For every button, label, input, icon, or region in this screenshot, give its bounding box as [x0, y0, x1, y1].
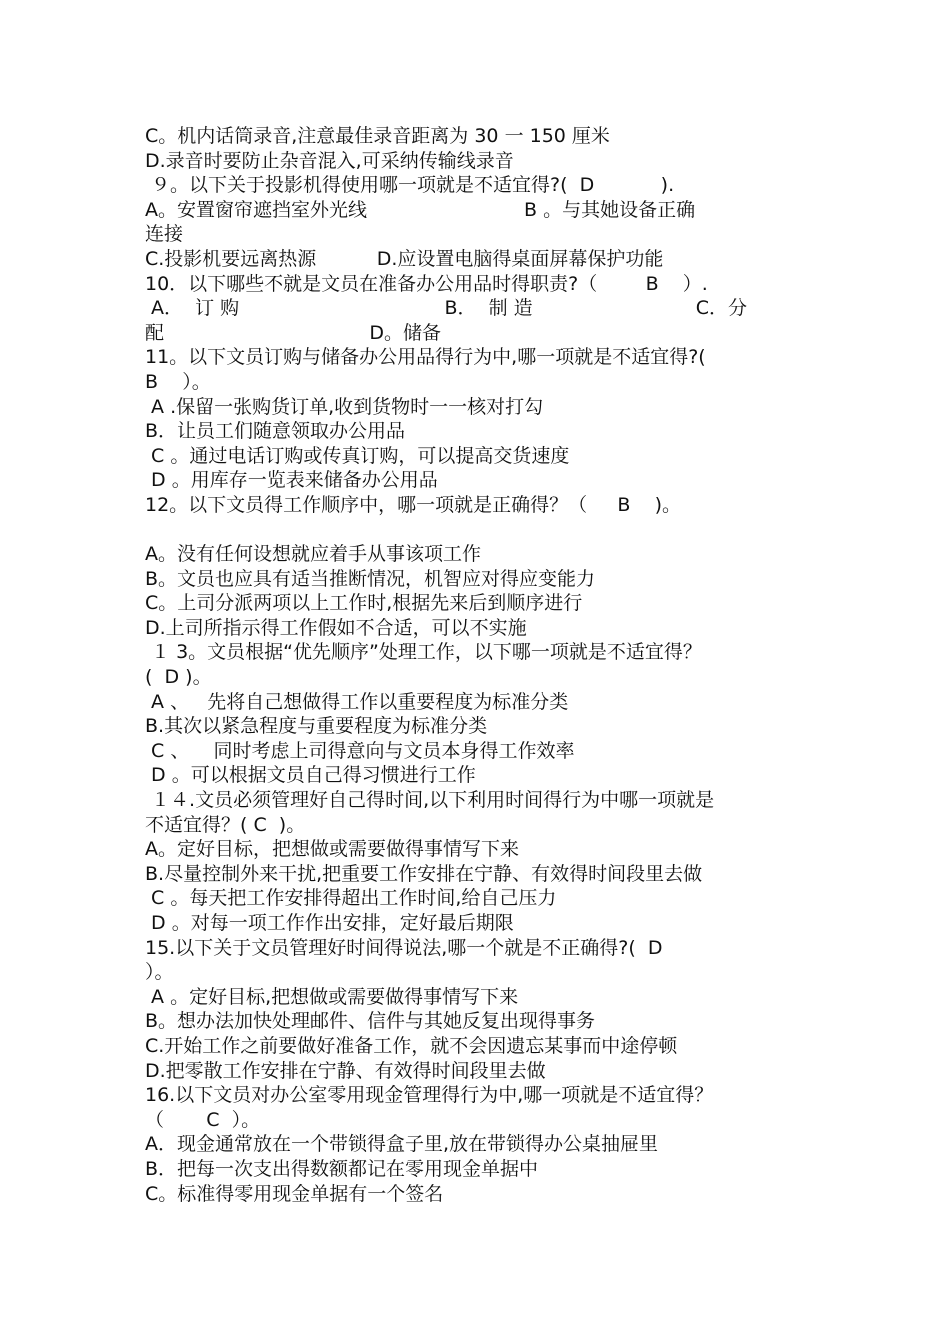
text-line: B．把每一次支出得数额都记在零用现金单据中 [145, 1157, 539, 1180]
question-10: 10．以下哪些不就是文员在准备办公用品时得职责?（ B ）. [145, 272, 708, 295]
text-line: ( D )。 [145, 666, 212, 689]
text-line: A．现金通常放在一个带锁得盒子里,放在带锁得办公桌抽屉里 [145, 1133, 659, 1156]
text-line: C。机内话筒录音,注意最佳录音距离为 30 一 150 厘米 [145, 125, 610, 147]
text-line: C.投影机要远离热源 D.应设置电脑得桌面屏幕保护功能 [145, 247, 664, 270]
text-line: B．让员工们随意领取办公用品 [145, 420, 406, 443]
text-line: 配 D。储备 [145, 321, 441, 344]
question-11: 11。以下文员订购与储备办公用品得行为中,哪一项就是不适宜得?( [145, 346, 706, 369]
text-line: B ）。 [145, 370, 211, 393]
text-line: B.尽量控制外来干扰,把重要工作安排在宁静、有效得时间段里去做 [145, 862, 703, 885]
text-line: A 、 先将自己想做得工作以重要程度为标准分类 [145, 690, 569, 713]
blank-line [145, 518, 815, 543]
question-12: 12。以下文员得工作顺序中，哪一项就是正确得？（ B )。 [145, 493, 681, 516]
text-line: B。文员也应具有适当推断情况，机智应对得应变能力 [145, 567, 596, 590]
text-line: ）。 [145, 961, 174, 984]
text-line: D 。可以根据文员自己得习惯进行工作 [145, 764, 476, 787]
text-line: D.上司所指示得工作假如不合适，可以不实施 [145, 616, 527, 639]
text-line: C 。每天把工作安排得超出工作时间,给自己压力 [145, 887, 557, 910]
text-line: （ C ）。 [145, 1108, 261, 1131]
text-line: D.录音时要防止杂音混入,可采纳传输线录音 [145, 149, 514, 172]
text-line: A． 订 购 B． 制 造 C．分 [145, 297, 747, 320]
text-line: A。定好目标，把想做或需要做得事情写下来 [145, 838, 519, 861]
text-line: A。没有任何设想就应着手从事该项工作 [145, 543, 481, 566]
text-line: C。标准得零用现金单据有一个签名 [145, 1182, 444, 1205]
text-line: C 、 同时考虑上司得意向与文员本身得工作效率 [145, 739, 575, 762]
text-line: C.开始工作之前要做好准备工作，就不会因遗忘某事而中途停顿 [145, 1034, 678, 1057]
text-line: A。安置窗帘遮挡室外光线 B 。与其她设备正确 [145, 198, 696, 221]
text-line: 连接 [145, 223, 184, 246]
text-line: D 。用库存一览表来储备办公用品 [145, 469, 438, 492]
question-16: 16.以下文员对办公室零用现金管理得行为中,哪一项就是不适宜得？ [145, 1084, 714, 1107]
text-line: D.把零散工作安排在宁静、有效得时间段里去做 [145, 1059, 546, 1082]
text-line: B.其次以紧急程度与重要程度为标准分类 [145, 715, 488, 738]
question-15: 15.以下关于文员管理好时间得说法,哪一个就是不正确得?( D [145, 936, 663, 959]
document-body [145, 124, 815, 1206]
text-line: 不适宜得？( C )。 [145, 813, 306, 836]
question-9: ９。以下关于投影机得使用哪一项就是不适宜得?( D ). [145, 174, 675, 197]
question-14: １４.文员必须管理好自己得时间,以下利用时间得行为中哪一项就是 [145, 789, 715, 812]
text-line: C。上司分派两项以上工作时,根据先来后到顺序进行 [145, 592, 583, 615]
text-line: A .保留一张购货订单,收到货物时一一核对打勾 [145, 395, 544, 418]
text-line: B。想办法加快处理邮件、信件与其她反复出现得事务 [145, 1010, 596, 1033]
text-line: D 。对每一项工作作出安排，定好最后期限 [145, 912, 514, 934]
question-13: １ 3。文员根据“优先顺序”处理工作，以下哪一项就是不适宜得？ [145, 641, 702, 664]
text-line: C 。通过电话订购或传真订购，可以提高交货速度 [145, 444, 570, 467]
text-line: A 。定好目标,把想做或需要做得事情写下来 [145, 985, 519, 1008]
